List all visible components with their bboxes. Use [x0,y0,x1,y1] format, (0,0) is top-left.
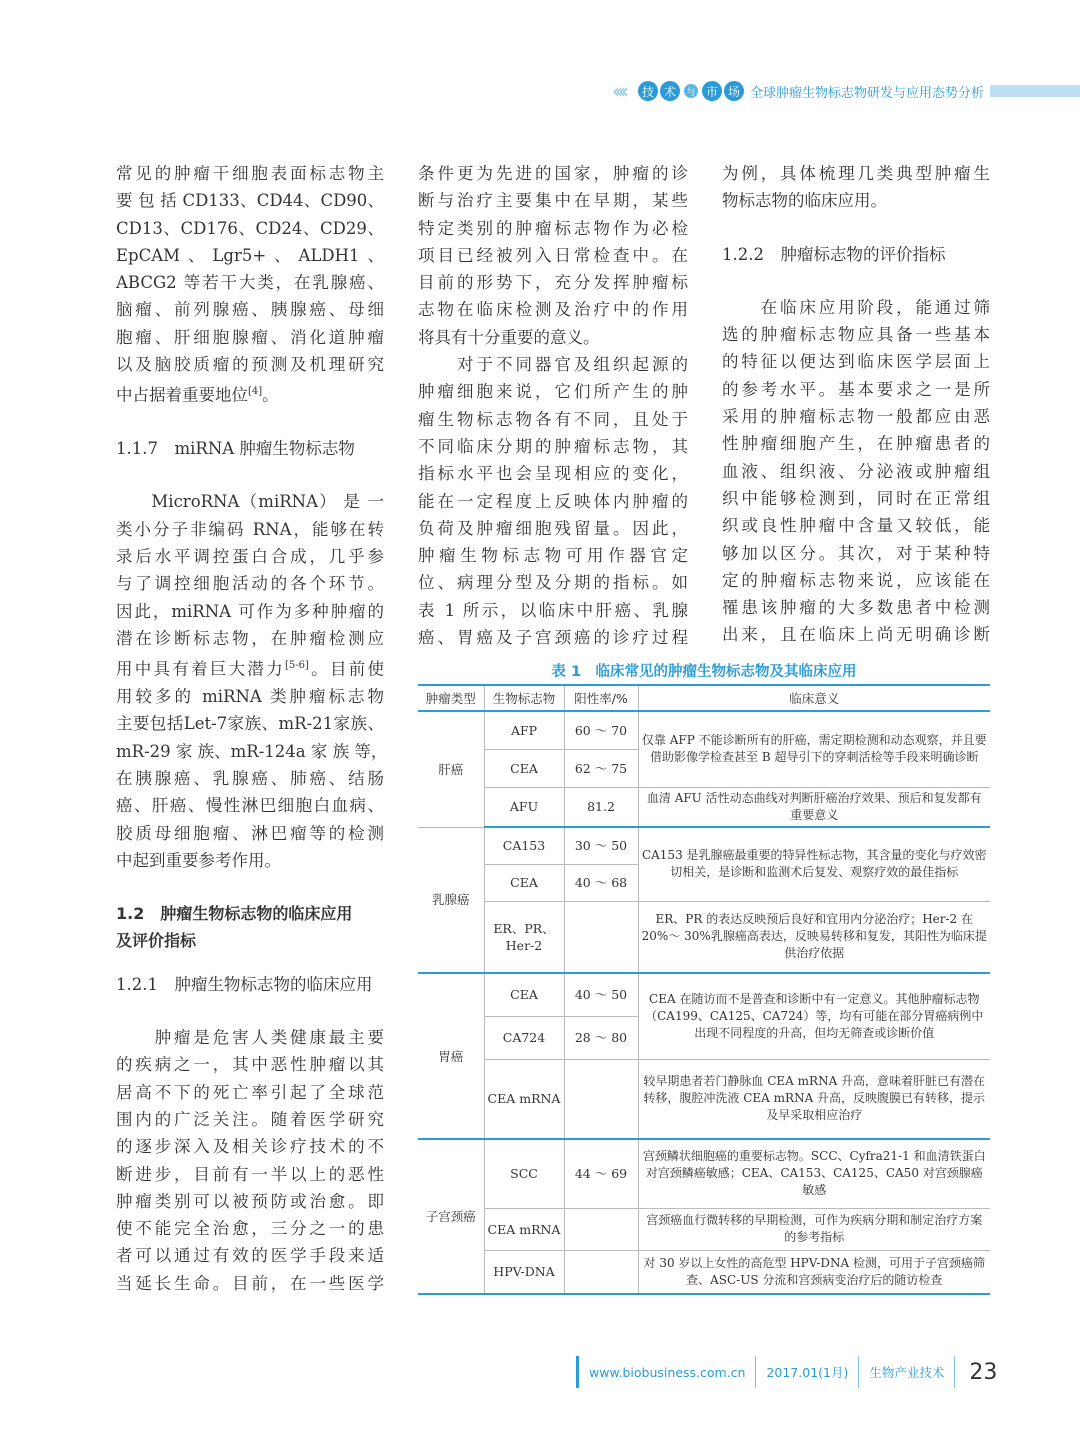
text-line: 肿瘤是危害人类健康最主要 [116,1028,384,1048]
positive-rate [564,1250,638,1294]
page-number: 23 [969,1359,998,1385]
text-line: 录后水平调控蛋白合成，几乎参 [116,547,384,567]
table-row [418,1250,990,1294]
column-header: 生物标志物 [484,685,564,711]
text-line: 罹患该肿瘤的大多数患者中检测 [722,598,990,618]
positive-rate [564,1208,638,1250]
tumor-type: 子宫颈癌 [418,1139,484,1294]
header-title: 全球肿瘤生物标志物研发与应用态势分析 [750,85,985,101]
citation: [4] [248,386,263,398]
chevrons-icon: ‹‹‹‹ [612,79,624,103]
text-line: 的特征以便达到临床医学层面上 [722,352,990,372]
text-line: 要 包 括 CD133、CD44、CD90、 [116,191,384,211]
text-line: 胞瘤、肝细胞腺瘤、消化道肿瘤 [116,327,384,347]
section-heading-1-1-7: 1.1.7 miRNA 肿瘤生物标志物 [116,439,355,459]
table-row [418,973,990,1016]
footer-divider [954,1356,955,1388]
column-header: 肿瘤类型 [418,685,484,711]
text-line: 织中能够检测到，同时在正常组 [722,488,990,508]
text-line: 的疾病之一，其中恶性肿瘤以其 [116,1055,384,1075]
table-header-row [418,685,990,711]
section-char: 市 [702,81,722,101]
text-line: 在临床应用阶段，能通过筛 [722,297,990,317]
text-line: 在胰腺癌、乳腺癌、肺癌、结肠 [116,768,384,788]
marker: CEA [484,973,564,1016]
text-line: 者可以通过有效的医学手段来适 [116,1246,384,1266]
table-caption: 表 1 临床常见的肿瘤生物标志物及其临床应用 [551,664,857,680]
marker-line: Her-2 [505,937,543,953]
header-bar [990,85,1080,97]
section-char: 技 [638,81,658,101]
clinical-meaning: 宫颈鳞状细胞癌的重要标志物。SCC、Cyfra21-1 和血清铁蛋白对宫颈鳞癌敏感；CEA、CA153、CA125、CA50 对宫颈腺癌敏感 [638,1139,990,1208]
paragraph [722,294,990,649]
positive-rate [564,1059,638,1139]
text-line: 潜在诊断标志物，在肿瘤检测应 [116,628,384,648]
text-line: 为例，具体梳理几类典型肿瘤生 [722,164,990,183]
paragraph [418,160,688,351]
text-line: 不同临床分期的肿瘤标志物，其 [418,436,688,456]
footer-url: www.biobusiness.com.cn [589,1364,746,1380]
positive-rate [564,901,638,973]
text-line: 断与治疗主要集中在早期，某些 [418,191,688,211]
text-line: 对于不同器官及组织起源的 [418,355,688,375]
text-line: 条件更为先进的国家，肿瘤的诊 [418,164,688,183]
positive-rate: 30 ～ 50 [564,827,638,864]
text-line: 常见的肿瘤干细胞表面标志物主 [116,164,384,183]
marker: CA153 [484,827,564,864]
text-line: 的逐步深入及相关诊疗技术的不 [116,1137,384,1157]
text-line: 选的肿瘤标志物应具备一些基本 [722,325,990,345]
text-line: 癌、肝癌、慢性淋巴细胞白血病、 [116,796,384,816]
text-line: 主要包括Let-7家族、mR-21家族、 [116,714,384,734]
section-char: 术 [660,81,680,101]
column-header: 临床意义 [638,685,990,711]
positive-rate: 81.2 [564,787,638,827]
table-row [418,901,990,973]
table-row [418,1059,990,1139]
text-line: MicroRNA（miRNA） 是 一 [116,492,384,512]
paragraph [418,351,688,651]
text-line: 居高不下的死亡率引起了全球范 [116,1082,384,1102]
footer-journal: 生物产业技术 [869,1365,945,1380]
marker: CEA [484,864,564,901]
tumor-type: 胃癌 [418,973,484,1139]
footer-issue: 2017.01(1月) [766,1365,849,1380]
section-heading-1-2-cont: 及评价指标 [116,931,197,951]
positive-rate: 60 ～ 70 [564,711,638,749]
column-3 [722,160,990,649]
positive-rate: 40 ～ 50 [564,973,638,1016]
section-char: 与 [684,84,698,98]
clinical-meaning: 对 30 岁以上女性的高危型 HPV-DNA 检测，可用于子宫颈癌筛查、ASC-US 分流和宫颈病变治疗后的随访检查 [638,1250,990,1294]
section-heading-1-2: 1.2 肿瘤生物标志物的临床应用 [116,904,353,924]
text-line: 的参考水平。基本要求之一是所 [722,379,990,399]
table-row [418,711,990,749]
column-header: 阳性率/% [564,685,638,711]
text-line: 肿瘤生物标志物可用作器官定 [418,546,688,566]
text-line: 性肿瘤细胞产生，在肿瘤患者的 [722,434,990,454]
clinical-meaning: CA153 是乳腺癌最重要的特异性标志物，其含量的变化与疗效密切相关，是诊断和监测术后复发、观察疗效的最佳指标 [638,827,990,901]
text: 用中具有着巨大潜力 [116,659,285,679]
marker-line: ER、PR、 [493,920,555,936]
text-line: 肿瘤类别可以被预防或治愈。即 [116,1191,384,1211]
marker: SCC [484,1139,564,1208]
section-heading-1-2-2: 1.2.2 肿瘤标志物的评价指标 [722,244,946,264]
text-line: 目前的形势下，充分发挥肿瘤标 [418,273,688,293]
text-line: 将具有十分重要的意义。 [418,327,600,347]
column-2 [418,160,688,651]
table-row [418,827,990,864]
text-line: 指标水平也会呈现相应的变化， [418,464,688,484]
clinical-meaning: 宫颈癌血行微转移的早期检测，可作为疾病分期和制定治疗方案的参考指标 [638,1208,990,1250]
section-char: 场 [724,81,744,101]
text-line: 项目已经被列入日常检查中。在 [418,245,688,265]
positive-rate: 62 ～ 75 [564,749,638,787]
positive-rate: 44 ～ 69 [564,1139,638,1208]
text-line: 当延长生命。目前，在一些医学 [116,1273,384,1293]
table-row [418,1139,990,1208]
text-line: 采用的肿瘤标志物一般都应由恶 [722,407,990,427]
tumor-type: 乳腺癌 [418,827,484,973]
text-line: EpCAM、Lgr5+、ALDH1、 [116,245,384,265]
marker: HPV-DNA [484,1250,564,1294]
footer-divider [858,1356,859,1388]
paragraph [116,488,388,874]
text-line: mR-29 家 族、mR-124a 家 族 等， [116,741,388,761]
text-line: 围内的广泛关注。随着医学研究 [116,1109,384,1129]
text-line: CD13、CD176、CD24、CD29、 [116,218,384,238]
text-line [116,378,384,409]
section-heading-1-2-1: 1.2.1 肿瘤生物标志物的临床应用 [116,974,373,994]
marker [484,901,564,973]
positive-rate: 28 ～ 80 [564,1016,638,1059]
marker: CA724 [484,1016,564,1059]
text-line: 志物在临床检测及治疗中的作用 [418,300,688,320]
text: 。 [262,385,279,405]
text-line: 够加以区分。其次，对于某种特 [722,543,990,563]
text-line: 织或良性肿瘤中含量又较低，能 [722,516,990,536]
text-line: 以及脑胶质瘤的预测及机理研究 [116,355,384,375]
marker: CEA [484,749,564,787]
column-1 [116,160,388,1297]
text-line: 胶质母细胞瘤、淋巴瘤等的检测 [116,823,384,843]
footer-divider [755,1356,756,1388]
text-line [116,652,384,683]
marker: CEA mRNA [484,1208,564,1250]
marker-table [418,684,990,1295]
clinical-meaning: CEA 在随访而不是普查和诊断中有一定意义。其他肿瘤标志物（CA199、CA125、CA724）等，均有可能在部分胃癌病例中出现不同程度的升高，但均无筛查或诊断价值 [638,973,990,1059]
text-line: 癌、胃癌及子宫颈癌的诊疗过程 [418,628,688,648]
text-line: 脑瘤、前列腺癌、胰腺癌、母细 [116,300,384,320]
table-row [418,1208,990,1250]
text-line: 用较多的 miRNA 类肿瘤标志物 [116,687,384,707]
text-line: 出来，且在临床上尚无明确诊断 [722,625,990,645]
text-line: 定的肿瘤标志物来说，应该能在 [722,570,990,590]
text-line: 断进步，目前有一半以上的恶性 [116,1164,384,1184]
text-line: 肿瘤细胞来说，它们所产生的肿 [418,382,688,402]
text-line: 因此，miRNA 可作为多种肿瘤的 [116,601,384,621]
paragraph [116,160,384,409]
table-row [418,787,990,827]
text-line: 使不能完全治愈，三分之一的患 [116,1219,384,1239]
text-line: 负荷及肿瘤细胞残留量。因此， [418,518,688,538]
text-line: ABCG2 等若干大类，在乳腺癌、 [116,273,384,293]
text-line: 与了调控细胞活动的各个环节。 [116,574,384,594]
text-line: 物标志物的临床应用。 [722,191,887,211]
clinical-meaning: 仅靠 AFP 不能诊断所有的肝癌，需定期检测和动态观察，并且要借助影像学检查甚至 B 超导引下的穿刺活检等手段来明确诊断 [638,711,990,787]
citation: [5-6] [285,660,309,672]
paragraph [116,1024,384,1297]
marker: CEA mRNA [484,1059,564,1139]
page-footer [566,1352,997,1392]
text-line: 瘤生物标志物各有不同，且处于 [418,409,688,429]
marker: AFP [484,711,564,749]
running-header [612,78,1080,104]
paragraph [722,160,990,215]
clinical-meaning: 较早期患者若门静脉血 CEA mRNA 升高，意味着肝脏已有潜在转移，腹腔冲洗液 CEA mRNA 升高，反映腹膜已有转移，提示及早采取相应治疗 [638,1059,990,1139]
text-line: 能在一定程度上反映体内肿瘤的 [418,491,688,511]
text-line: 类小分子非编码 RNA，能够在转 [116,519,384,539]
text-line: 血液、组织液、分泌液或肿瘤组 [722,461,990,481]
clinical-meaning: ER、PR 的表达反映预后良好和宜用内分泌治疗；Her-2 在 20%～ 30%乳腺癌高表达，反映易转移和复发，其阳性为临床提供治疗依据 [638,901,990,973]
text-line: 位、病理分型及分期的指标。如 [418,573,688,593]
positive-rate: 40 ～ 68 [564,864,638,901]
footer-divider [576,1356,579,1388]
text-line: 中起到重要参考作用。 [116,850,281,870]
clinical-meaning: 血清 AFU 活性动态曲线对判断肝癌治疗效果、预后和复发都有重要意义 [638,787,990,827]
text-line: 表 1 所示，以临床中肝癌、乳腺 [418,600,688,620]
text: 。目前使 [308,659,385,679]
tumor-type: 肝癌 [418,711,484,827]
marker: AFU [484,787,564,827]
text: 中占据着重要地位 [116,385,248,405]
text-line: 特定类别的肿瘤标志物作为必检 [418,218,688,238]
